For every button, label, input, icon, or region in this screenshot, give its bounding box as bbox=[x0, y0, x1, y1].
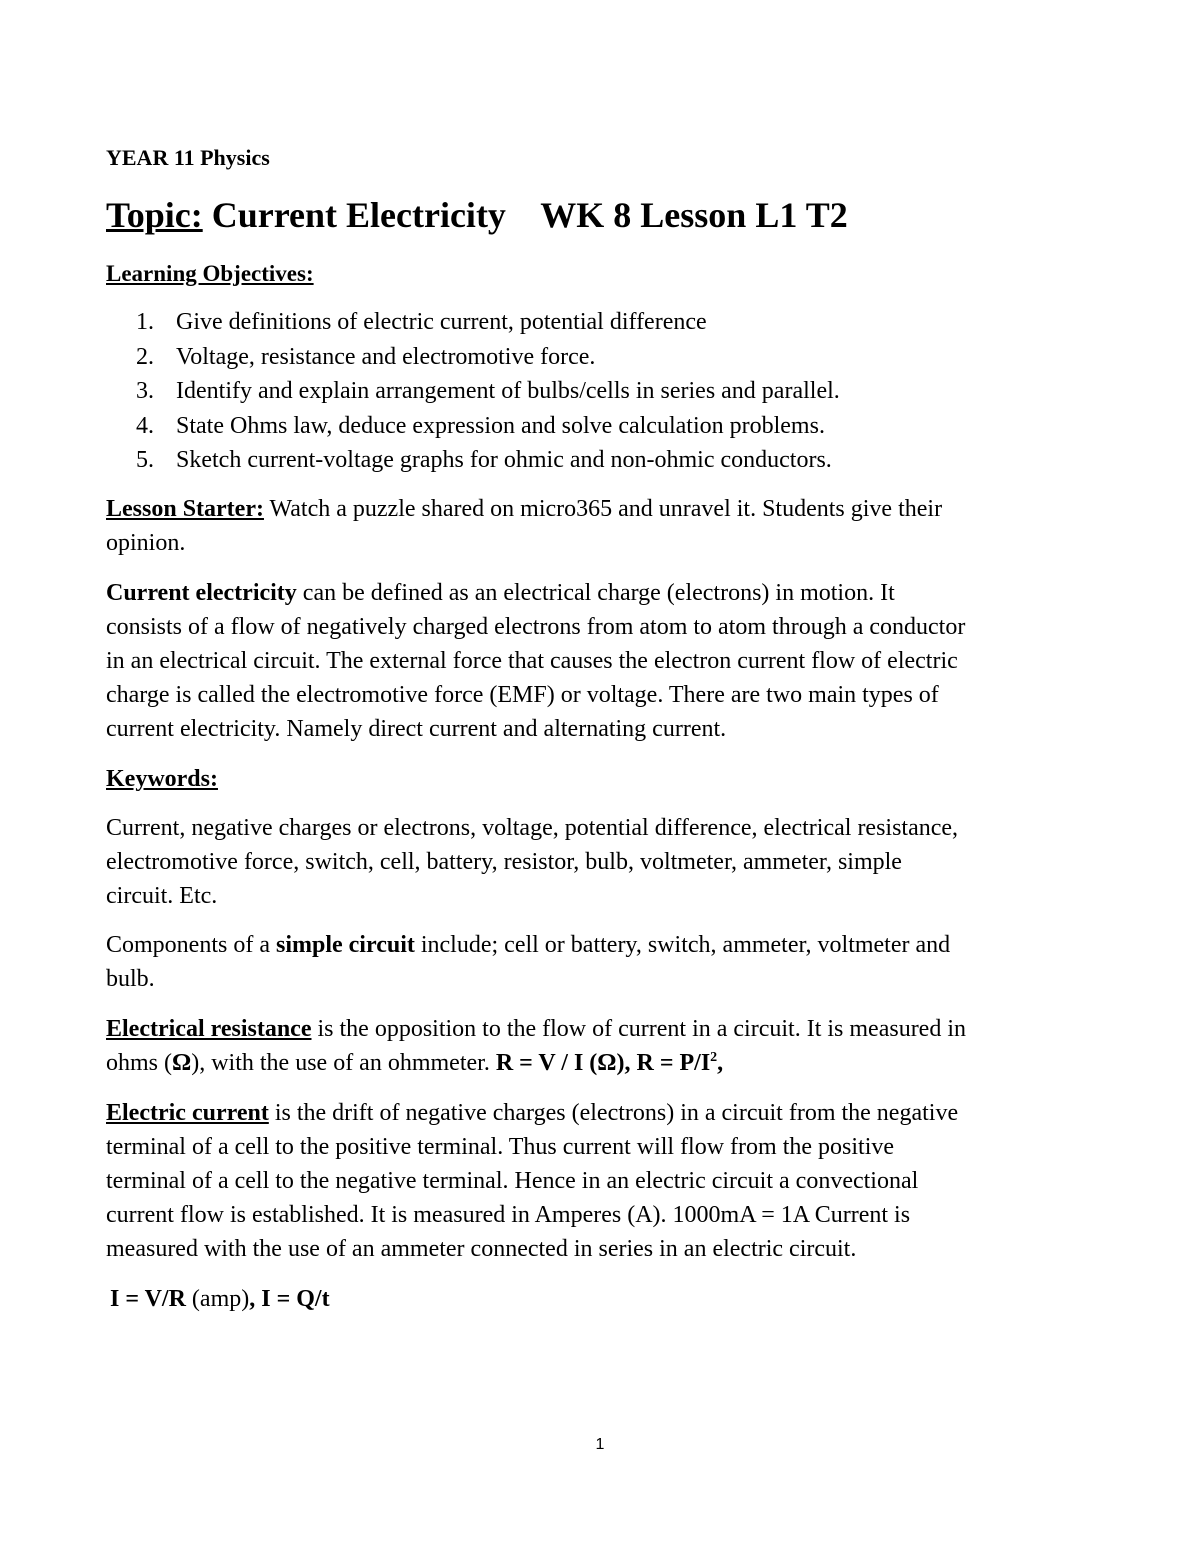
list-item: 5. Sketch current-voltage graphs for ohmic and non-ohmic conductors. bbox=[136, 447, 832, 473]
list-item: 4. State Ohms law, deduce expression and solve calculation problems. bbox=[136, 412, 825, 439]
simple-circuit-term: simple circuit bbox=[275, 932, 415, 958]
current-formula: I = V/R (amp), I = Q/t bbox=[110, 1286, 330, 1312]
resistance-formula: R = V / I (Ω), $R = P/I^2$, bbox=[495, 1050, 724, 1076]
components-paragraph: Components of a simple circuit include; cell or battery, switch, ammeter, voltmeter and bulb. bbox=[106, 932, 951, 992]
page-number: 1 bbox=[595, 1436, 605, 1453]
lesson-label: WK 8 Lesson L1 T2 bbox=[540, 195, 848, 235]
list-item: 1. Give definitions of electric current, potential difference bbox=[136, 309, 707, 335]
starter-label: Lesson Starter: bbox=[106, 496, 264, 522]
keywords-heading: Keywords: bbox=[106, 766, 218, 792]
list-item: 2. Voltage, resistance and electromotive force. bbox=[136, 343, 596, 370]
resistance-paragraph: Electrical resistance is the opposition to the flow of current in a circuit. It is measured in ohms (Ω), with the use of an ohmmeter. R = V / I (Ω), $R = P/I^2$, bbox=[106, 1016, 966, 1076]
omega-symbol: Ω bbox=[172, 1050, 192, 1076]
list-item: 3. Identify and explain arrangement of bulbs/cells in series and parallel. bbox=[136, 378, 840, 404]
keywords-heading-block bbox=[106, 762, 1106, 796]
topic-title: Current Electricity bbox=[211, 195, 506, 235]
resistance-term: Electrical resistance bbox=[106, 1016, 312, 1042]
electric-current-term: Electric current bbox=[106, 1100, 269, 1126]
objectives-heading: Learning Objectives: bbox=[106, 261, 314, 286]
keywords-paragraph: Current, negative charges or electrons, voltage, potential difference, electrical resistance, electromotive force, switch, cell, battery, resistor, bulb, voltmeter, ammeter, simple circuit. Etc. bbox=[106, 815, 959, 909]
current-electricity-term: Current electricity bbox=[106, 580, 297, 606]
electric-current-paragraph: Electric current is the drift of negative charges (electrons) in a circuit from the negative terminal of a cell to the positive terminal. Thus current will flow from the positive terminal of a cell to the negative terminal. Hence in an electric circuit a convectional current flow is established. It is measured in Amperes (A). 1000mA = 1A Current is measured with the use of an ammeter connected in series in an electric circuit. bbox=[106, 1100, 959, 1262]
topic-label: Topic: bbox=[106, 195, 203, 235]
topic-heading bbox=[106, 191, 848, 239]
objectives-list bbox=[136, 305, 840, 478]
lesson-starter-paragraph: Lesson Starter: Watch a puzzle shared on micro365 and unravel it. Students give their opinion. bbox=[106, 496, 943, 556]
course-title: YEAR 11 Physics bbox=[106, 145, 270, 170]
current-electricity-paragraph: Current electricity can be defined as an electrical charge (electrons) in motion. It consists of a flow of negatively charged electrons from atom to atom through a conductor in an electrical circuit. The external force that causes the electron current flow of electric charge is called the electromotive force (EMF) or voltage. There are two main types of current electricity. Namely direct current and alternating current. bbox=[106, 580, 966, 742]
